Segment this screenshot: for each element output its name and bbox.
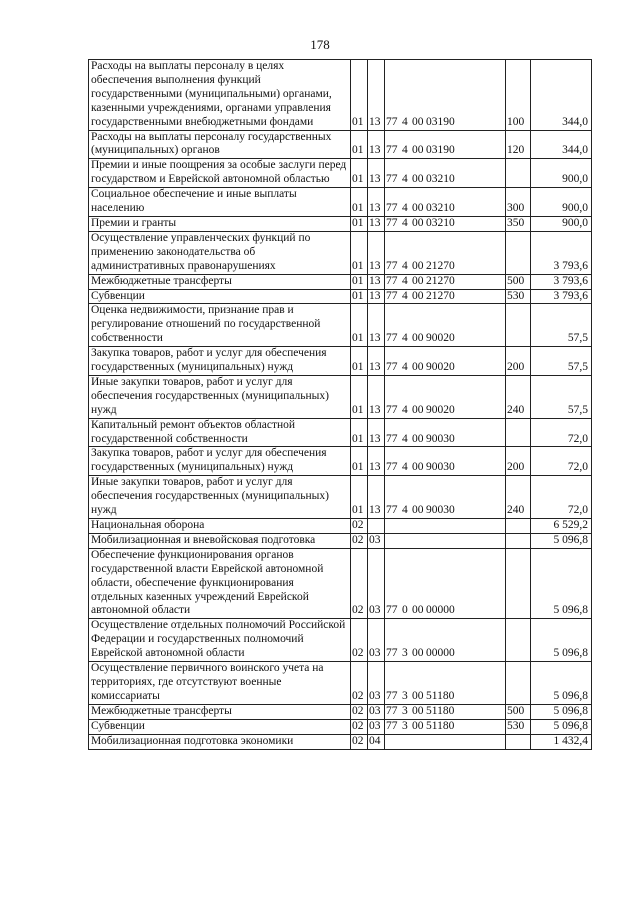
amount-cell: 3 793,6: [531, 289, 592, 304]
expense-name-cell: Расходы на выплаты персоналу государственных (муниципальных) органов: [89, 130, 351, 159]
expense-type-code-cell: [506, 159, 531, 188]
expense-name-cell: Закупка товаров, работ и услуг для обеспечения государственных (муниципальных) нужд: [89, 447, 351, 476]
expense-type-code-cell: [506, 734, 531, 749]
target-article-code-cell: [385, 304, 506, 347]
target-article-code-part: 00: [412, 504, 424, 517]
section-code-cell: 01: [351, 375, 368, 418]
expense-type-code-cell: 200: [506, 347, 531, 376]
table-row: [89, 476, 592, 519]
amount-cell: 5 096,8: [531, 548, 592, 619]
expense-name-cell: Обеспечение функционирования органов государственной власти Еврейской автономной области, обеспечение функционирования отдельных казенных учреждений Еврейской автономной области: [89, 548, 351, 619]
amount-cell: 6 529,2: [531, 519, 592, 534]
section-code-cell: 02: [351, 619, 368, 662]
table-row: [89, 704, 592, 719]
expense-type-code-cell: 240: [506, 476, 531, 519]
subsection-code-cell: 03: [368, 662, 385, 705]
subsection-code-cell: 13: [368, 274, 385, 289]
subsection-code-cell: 13: [368, 447, 385, 476]
amount-cell: 5 096,8: [531, 704, 592, 719]
table-row: [89, 375, 592, 418]
subsection-code-cell: 13: [368, 231, 385, 274]
section-code-cell: 02: [351, 734, 368, 749]
subsection-code-cell: 13: [368, 375, 385, 418]
table-row: [89, 418, 592, 447]
expense-type-code-cell: 300: [506, 188, 531, 217]
target-article-code-part: 4: [402, 144, 408, 157]
target-article-code-part: 00: [412, 719, 424, 732]
target-article-code-part: 77: [386, 259, 398, 272]
section-code-cell: 02: [351, 662, 368, 705]
table-row: [89, 662, 592, 705]
target-article-code-part: 00: [412, 689, 424, 702]
target-article-code-cell: [385, 662, 506, 705]
target-article-code-cell: [385, 418, 506, 447]
target-article-code-part: 77: [386, 289, 398, 302]
table-row: [89, 289, 592, 304]
section-code-cell: 01: [351, 188, 368, 217]
table-row: [89, 719, 592, 734]
subsection-code-cell: 13: [368, 130, 385, 159]
target-article-code-part: 90030: [426, 432, 455, 445]
target-article-code-part: 77: [386, 361, 398, 374]
target-article-code-part: 77: [386, 403, 398, 416]
target-article-code-part: 77: [386, 504, 398, 517]
target-article-code-part: 03190: [426, 115, 455, 128]
target-article-code-part: 00: [412, 704, 424, 717]
table-row: [89, 734, 592, 749]
target-article-code-part: 03190: [426, 144, 455, 157]
expense-type-code-cell: 530: [506, 719, 531, 734]
target-article-code-part: 21270: [426, 259, 455, 272]
table-row: [89, 130, 592, 159]
amount-cell: 3 793,6: [531, 231, 592, 274]
section-code-cell: 02: [351, 519, 368, 534]
subsection-code-cell: 13: [368, 289, 385, 304]
expense-name-cell: Иные закупки товаров, работ и услуг для обеспечения государственных (муниципальных) нужд: [89, 375, 351, 418]
target-article-code-part: 77: [386, 461, 398, 474]
amount-cell: 344,0: [531, 60, 592, 131]
amount-cell: 72,0: [531, 418, 592, 447]
target-article-code-part: 77: [386, 216, 398, 229]
target-article-code-part: 00: [412, 144, 424, 157]
expense-name-cell: Межбюджетные трансферты: [89, 704, 351, 719]
target-article-code-part: 00: [412, 361, 424, 374]
section-code-cell: 01: [351, 418, 368, 447]
target-article-code-part: 90020: [426, 403, 455, 416]
target-article-code-part: 77: [386, 719, 398, 732]
subsection-code-cell: 03: [368, 548, 385, 619]
target-article-code-part: 4: [402, 432, 408, 445]
expense-name-cell: Премии и иные поощрения за особые заслуги перед государством и Еврейской автономной областью: [89, 159, 351, 188]
section-code-cell: 01: [351, 476, 368, 519]
target-article-code-part: 51180: [426, 689, 455, 702]
target-article-code-part: 00000: [426, 604, 455, 617]
subsection-code-cell: 13: [368, 188, 385, 217]
subsection-code-cell: 04: [368, 734, 385, 749]
subsection-code-cell: [368, 519, 385, 534]
target-article-code-part: 4: [402, 202, 408, 215]
amount-cell: 57,5: [531, 347, 592, 376]
target-article-code-cell: [385, 619, 506, 662]
expense-name-cell: Иные закупки товаров, работ и услуг для обеспечения государственных (муниципальных) нужд: [89, 476, 351, 519]
expense-name-cell: Субвенции: [89, 719, 351, 734]
target-article-code-part: 4: [402, 115, 408, 128]
table-row: [89, 533, 592, 548]
expense-name-cell: Мобилизационная подготовка экономики: [89, 734, 351, 749]
subsection-code-cell: 13: [368, 476, 385, 519]
section-code-cell: 01: [351, 447, 368, 476]
target-article-code-cell: [385, 519, 506, 534]
target-article-code-part: 00: [412, 216, 424, 229]
subsection-code-cell: 13: [368, 418, 385, 447]
target-article-code-part: 4: [402, 461, 408, 474]
expense-type-code-cell: 530: [506, 289, 531, 304]
table-row: [89, 548, 592, 619]
target-article-code-part: 4: [402, 289, 408, 302]
expense-type-code-cell: [506, 662, 531, 705]
target-article-code-part: 00: [412, 461, 424, 474]
target-article-code-part: 4: [402, 274, 408, 287]
expense-type-code-cell: [506, 519, 531, 534]
target-article-code-cell: [385, 274, 506, 289]
section-code-cell: 01: [351, 304, 368, 347]
table-row: [89, 231, 592, 274]
target-article-code-cell: [385, 188, 506, 217]
expense-name-cell: Капитальный ремонт объектов областной государственной собственности: [89, 418, 351, 447]
expense-type-code-cell: [506, 548, 531, 619]
amount-cell: 5 096,8: [531, 619, 592, 662]
subsection-code-cell: 03: [368, 704, 385, 719]
target-article-code-part: 00: [412, 274, 424, 287]
target-article-code-part: 4: [402, 173, 408, 186]
target-article-code-part: 90030: [426, 504, 455, 517]
amount-cell: 57,5: [531, 304, 592, 347]
target-article-code-cell: [385, 159, 506, 188]
target-article-code-part: 77: [386, 704, 398, 717]
target-article-code-part: 00: [412, 259, 424, 272]
target-article-code-part: 3: [402, 647, 408, 660]
target-article-code-part: 90020: [426, 332, 455, 345]
subsection-code-cell: 03: [368, 533, 385, 548]
amount-cell: 5 096,8: [531, 533, 592, 548]
amount-cell: 57,5: [531, 375, 592, 418]
table-row: [89, 304, 592, 347]
target-article-code-part: 4: [402, 504, 408, 517]
expense-name-cell: Премии и гранты: [89, 216, 351, 231]
target-article-code-part: 77: [386, 173, 398, 186]
amount-cell: 72,0: [531, 476, 592, 519]
target-article-code-cell: [385, 476, 506, 519]
target-article-code-cell: [385, 447, 506, 476]
target-article-code-cell: [385, 130, 506, 159]
target-article-code-part: 77: [386, 604, 398, 617]
target-article-code-part: 00: [412, 432, 424, 445]
section-code-cell: 01: [351, 60, 368, 131]
subsection-code-cell: 13: [368, 159, 385, 188]
target-article-code-part: 77: [386, 647, 398, 660]
target-article-code-part: 00: [412, 332, 424, 345]
budget-table: [88, 59, 592, 750]
expense-name-cell: Социальное обеспечение и иные выплаты населению: [89, 188, 351, 217]
target-article-code-part: 00000: [426, 647, 455, 660]
amount-cell: 3 793,6: [531, 274, 592, 289]
expense-name-cell: Осуществление отдельных полномочий Российской Федерации и государственных полномочий Еврейской автономной области: [89, 619, 351, 662]
target-article-code-part: 77: [386, 432, 398, 445]
expense-type-code-cell: 200: [506, 447, 531, 476]
table-row: [89, 519, 592, 534]
target-article-code-part: 77: [386, 115, 398, 128]
amount-cell: 5 096,8: [531, 662, 592, 705]
expense-type-code-cell: 500: [506, 704, 531, 719]
expense-type-code-cell: [506, 304, 531, 347]
section-code-cell: 02: [351, 548, 368, 619]
target-article-code-part: 03210: [426, 216, 455, 229]
target-article-code-part: 77: [386, 274, 398, 287]
expense-type-code-cell: 100: [506, 60, 531, 131]
target-article-code-part: 51180: [426, 719, 455, 732]
page-number: 178: [310, 37, 330, 52]
section-code-cell: 01: [351, 130, 368, 159]
target-article-code-part: 0: [402, 604, 408, 617]
table-row: [89, 619, 592, 662]
expense-name-cell: Осуществление управленческих функций по применению законодательства об административных правонарушениях: [89, 231, 351, 274]
expense-type-code-cell: [506, 231, 531, 274]
amount-cell: 900,0: [531, 216, 592, 231]
expense-type-code-cell: [506, 418, 531, 447]
table-row: [89, 60, 592, 131]
target-article-code-part: 03210: [426, 202, 455, 215]
section-code-cell: 01: [351, 159, 368, 188]
target-article-code-part: 21270: [426, 274, 455, 287]
table-row: [89, 447, 592, 476]
table-row: [89, 216, 592, 231]
subsection-code-cell: 13: [368, 347, 385, 376]
target-article-code-part: 77: [386, 689, 398, 702]
amount-cell: 344,0: [531, 130, 592, 159]
target-article-code-cell: [385, 289, 506, 304]
table-row: [89, 188, 592, 217]
expense-type-code-cell: 240: [506, 375, 531, 418]
expense-name-cell: Субвенции: [89, 289, 351, 304]
section-code-cell: 01: [351, 347, 368, 376]
target-article-code-cell: [385, 548, 506, 619]
target-article-code-part: 21270: [426, 289, 455, 302]
table-row: [89, 159, 592, 188]
expense-name-cell: Мобилизационная и вневойсковая подготовка: [89, 533, 351, 548]
target-article-code-cell: [385, 719, 506, 734]
target-article-code-part: 4: [402, 403, 408, 416]
amount-cell: 1 432,4: [531, 734, 592, 749]
target-article-code-part: 00: [412, 173, 424, 186]
expense-type-code-cell: [506, 533, 531, 548]
target-article-code-part: 00: [412, 647, 424, 660]
subsection-code-cell: 13: [368, 60, 385, 131]
expense-type-code-cell: [506, 619, 531, 662]
target-article-code-cell: [385, 60, 506, 131]
target-article-code-part: 00: [412, 289, 424, 302]
amount-cell: 900,0: [531, 159, 592, 188]
target-article-code-cell: [385, 231, 506, 274]
expense-name-cell: Межбюджетные трансферты: [89, 274, 351, 289]
subsection-code-cell: 13: [368, 304, 385, 347]
target-article-code-cell: [385, 533, 506, 548]
section-code-cell: 01: [351, 274, 368, 289]
amount-cell: 5 096,8: [531, 719, 592, 734]
target-article-code-part: 00: [412, 604, 424, 617]
target-article-code-part: 90030: [426, 461, 455, 474]
expense-name-cell: Осуществление первичного воинского учета на территориях, где отсутствуют военные комиссариаты: [89, 662, 351, 705]
target-article-code-part: 00: [412, 115, 424, 128]
target-article-code-part: 3: [402, 719, 408, 732]
expense-name-cell: Национальная оборона: [89, 519, 351, 534]
section-code-cell: 01: [351, 216, 368, 231]
section-code-cell: 01: [351, 289, 368, 304]
expense-type-code-cell: 120: [506, 130, 531, 159]
target-article-code-cell: [385, 734, 506, 749]
target-article-code-cell: [385, 347, 506, 376]
expense-name-cell: Оценка недвижимости, признание прав и регулирование отношений по государственной собственности: [89, 304, 351, 347]
target-article-code-part: 3: [402, 689, 408, 702]
target-article-code-part: 4: [402, 361, 408, 374]
target-article-code-part: 51180: [426, 704, 455, 717]
target-article-code-part: 4: [402, 259, 408, 272]
amount-cell: 72,0: [531, 447, 592, 476]
target-article-code-part: 90020: [426, 361, 455, 374]
expense-type-code-cell: 500: [506, 274, 531, 289]
section-code-cell: 02: [351, 704, 368, 719]
target-article-code-cell: [385, 704, 506, 719]
subsection-code-cell: 03: [368, 719, 385, 734]
target-article-code-part: 00: [412, 403, 424, 416]
section-code-cell: 01: [351, 231, 368, 274]
target-article-code-part: 03210: [426, 173, 455, 186]
target-article-code-cell: [385, 375, 506, 418]
expense-name-cell: Расходы на выплаты персоналу в целях обеспечения выполнения функций государственными (муниципальными) органами, казенными учреждениями, органами управления государственными внебюджетными фондами: [89, 60, 351, 131]
target-article-code-part: 77: [386, 144, 398, 157]
section-code-cell: 02: [351, 533, 368, 548]
target-article-code-part: 4: [402, 332, 408, 345]
expense-name-cell: Закупка товаров, работ и услуг для обеспечения государственных (муниципальных) нужд: [89, 347, 351, 376]
target-article-code-part: 00: [412, 202, 424, 215]
target-article-code-part: 3: [402, 704, 408, 717]
amount-cell: 900,0: [531, 188, 592, 217]
table-row: [89, 274, 592, 289]
target-article-code-cell: [385, 216, 506, 231]
expense-type-code-cell: 350: [506, 216, 531, 231]
section-code-cell: 02: [351, 719, 368, 734]
target-article-code-part: 77: [386, 202, 398, 215]
subsection-code-cell: 03: [368, 619, 385, 662]
table-row: [89, 347, 592, 376]
target-article-code-part: 77: [386, 332, 398, 345]
subsection-code-cell: 13: [368, 216, 385, 231]
target-article-code-part: 4: [402, 216, 408, 229]
